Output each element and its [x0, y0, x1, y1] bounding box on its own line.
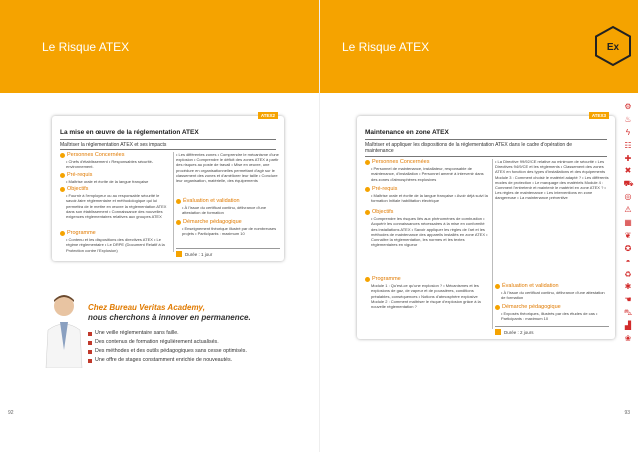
- bullet-icon: [60, 173, 65, 178]
- left-header-title: Le Risque ATEX: [42, 40, 130, 54]
- bullet-icon: [365, 160, 370, 165]
- bullet-icon: [176, 220, 181, 225]
- page-number: 92: [8, 410, 14, 416]
- bullet-icon: [495, 284, 500, 289]
- bullet-icon: [60, 231, 65, 236]
- section: Personnes Concernées • Personnel de maintenance, installateur, responsable de maintenance, d'installation • Personnel amené à intervenir dans des zones d'atmosphères explosives: [365, 159, 489, 182]
- person-photo: [42, 290, 86, 368]
- course-duration: Durée : 1 jour: [176, 248, 280, 257]
- course-card-atex2: [52, 113, 284, 261]
- column-divider: [173, 152, 174, 252]
- square-bullet-icon: [88, 332, 92, 336]
- flower-icon: ❀: [624, 334, 632, 344]
- svg-text:Ex: Ex: [606, 42, 620, 53]
- divider: [365, 156, 607, 157]
- section: Personnes Concernées • Chefs d'établissement • Responsables sécurité-environnement.: [60, 152, 170, 170]
- left-header: [0, 0, 319, 93]
- divider: [60, 149, 276, 150]
- section: Objectifs • Comprendre les risques liés aux phénomènes de combustion • Acquérir les connaissances nécessaires à la mise en conformité des installations ATEX • Savoir appliquer les règles de l'art et les méthodes de maintenance des appareils installés en zone ATEX • Connaître la réglementation, les normes et les textes réglementaires en vigueur: [365, 209, 489, 247]
- promo-block: [88, 303, 278, 365]
- section: Évaluation et validation • À l'issue du certificat continu, délivrance d'une attestation de formation: [495, 283, 609, 301]
- square-bullet-icon: [88, 350, 92, 354]
- warning-icon: ⚠: [624, 205, 632, 215]
- bullet-icon: [365, 277, 370, 282]
- course-title: La mise en œuvre de la réglementation ATEX: [60, 129, 199, 136]
- right-header: [320, 0, 638, 93]
- right-header-title: Le Risque ATEX: [342, 40, 430, 54]
- flame-icon: ♨: [624, 114, 632, 124]
- atex-hexagon-icon: [591, 24, 635, 68]
- page-number: 93: [624, 410, 630, 416]
- gear-icon: ⚙: [624, 102, 632, 111]
- section: Programme Module 1 : Qu'est-ce qu'une explosion ? • Mécanismes et les explosions de gaz, de vapeur et de poussières, conditions préalables, conséquences • Notions d'atmosphère explosive Module 2 : Comment maîtriser le risque d'explosion grâce à la nouvelle réglementation ?: [365, 276, 489, 309]
- recycle-icon: ♻: [624, 269, 632, 279]
- forklift-icon: ⛟: [623, 179, 634, 189]
- hand-icon: ☚: [624, 295, 632, 305]
- clock-icon: [495, 329, 501, 335]
- section: Évaluation et validation • À l'issue du certificat continu, délivrance d'une attestation de formation: [176, 198, 280, 216]
- divider: [60, 139, 276, 140]
- square-bullet-icon: [88, 359, 92, 363]
- section: Pré-requis • Maîtrise orale et écrite de la langue française: [60, 172, 170, 184]
- divider: [365, 139, 607, 140]
- cross-icon: ✖: [624, 166, 632, 176]
- lightning-icon: ϟ: [625, 127, 631, 137]
- course-tag: ATEX3: [589, 112, 609, 119]
- promo-headline: Chez Bureau Veritas Academy,: [88, 303, 205, 312]
- section: • Les différentes zones • Comprendre le mécanisme d'une explosion • Comprendre le déficit des zones ATEX à partir des risques au poste de travail • Mise en œuvre, une procédure en organisationnelles permettant d'agir sur le classement des zones et d'améliorer leur taille • Conclure leur organisation, matérielle, des équipements: [176, 152, 279, 183]
- section: Objectifs • Fournir à l'employeur ou au responsable sécurité le savoir-faire réglementaire et méthodologique qui lui permettra de le mettre en œuvre la réglementation ATEX dans son établissement • Connaissance des nouvelles exigences réglementaires relatives aux groupes ATEX: [60, 186, 170, 219]
- course-duration: Durée : 2 jours: [495, 326, 609, 335]
- course-card-atex3: [357, 113, 615, 339]
- section: Programme • Contenu et les dispositions des directives ATEX • Le régime réglementaire • Le DRPE (Document Relatif à la Protection contre l'Explosion): [60, 230, 170, 253]
- promo-list: [88, 329, 278, 365]
- clock-icon: [176, 251, 182, 257]
- list-item: Une veille réglementaire sans faille.: [88, 329, 278, 338]
- medal-icon: ✪: [624, 243, 632, 253]
- promo-headline-2: nous cherchons à innover en permanence.: [88, 313, 251, 322]
- section: • La Directive 99/92/CE relative au minimum de sécurité • Les Directives 94/9/CE et les règlements • Classement des zones ATEX en fonction des types d'installations et des équipements Module 3 : Comment choisir le matériel adapté ? • Les différents modes de protection • Le marquage des matériels Module 4 : Comment l'entretenir et maintenir le matériel en zone ATEX ? • Les règles de maintenance • Les interventions en zone dangereuse • La maintenance préventive: [495, 159, 609, 201]
- course-title: Maintenance en zone ATEX: [365, 129, 449, 136]
- list-item: Des contenus de formation régulièrement actualisés.: [88, 338, 278, 347]
- list-item: Des méthodes et des outils pédagogiques sans cesse optimisés.: [88, 347, 278, 356]
- bullet-icon: [365, 187, 370, 192]
- sparkle-icon: ✱: [624, 282, 632, 292]
- factory-icon: ▟: [624, 321, 632, 331]
- square-bullet-icon: [88, 341, 92, 345]
- bullet-icon: [495, 305, 500, 310]
- bullet-icon: [60, 153, 65, 158]
- car-icon: ⛍: [623, 308, 633, 318]
- section: Démarche pédagogique • Exposés théoriques, illustrés par des études de cas • Participants : maximum 10: [495, 304, 609, 322]
- course-objective: Maîtriser la réglementation ATEX et ses impacts: [60, 142, 167, 148]
- target-icon: ◎: [624, 192, 632, 202]
- bullet-icon: [60, 187, 65, 192]
- helmet-icon: ◓: [625, 256, 631, 266]
- bullet-icon: [176, 199, 181, 204]
- bullet-icon: [365, 210, 370, 215]
- ladder-icon: ☷: [624, 140, 632, 150]
- building-icon: ▦: [624, 218, 632, 228]
- category-icon-strip: [622, 102, 634, 347]
- first-aid-icon: ✚: [624, 153, 632, 163]
- course-tag: ATEX2: [258, 112, 278, 119]
- column-divider: [492, 159, 493, 329]
- course-objective: Maîtriser et appliquer les dispositions de la réglementation ATEX dans le cadre d'opération de maintenance: [365, 142, 573, 155]
- leaf-icon: ❦: [624, 230, 632, 240]
- section: Pré-requis • Maîtrise orale et écrite de la langue française • Avoir déjà suivi la formation Initiale habilitation électrique: [365, 186, 489, 204]
- right-page: [319, 0, 638, 452]
- section: Démarche pédagogique • Enseignement théorique illustré par de nombreuses projets • Participants : maximum 10: [176, 219, 280, 237]
- list-item: Une offre de stages constamment enrichie de nouveautés.: [88, 356, 278, 365]
